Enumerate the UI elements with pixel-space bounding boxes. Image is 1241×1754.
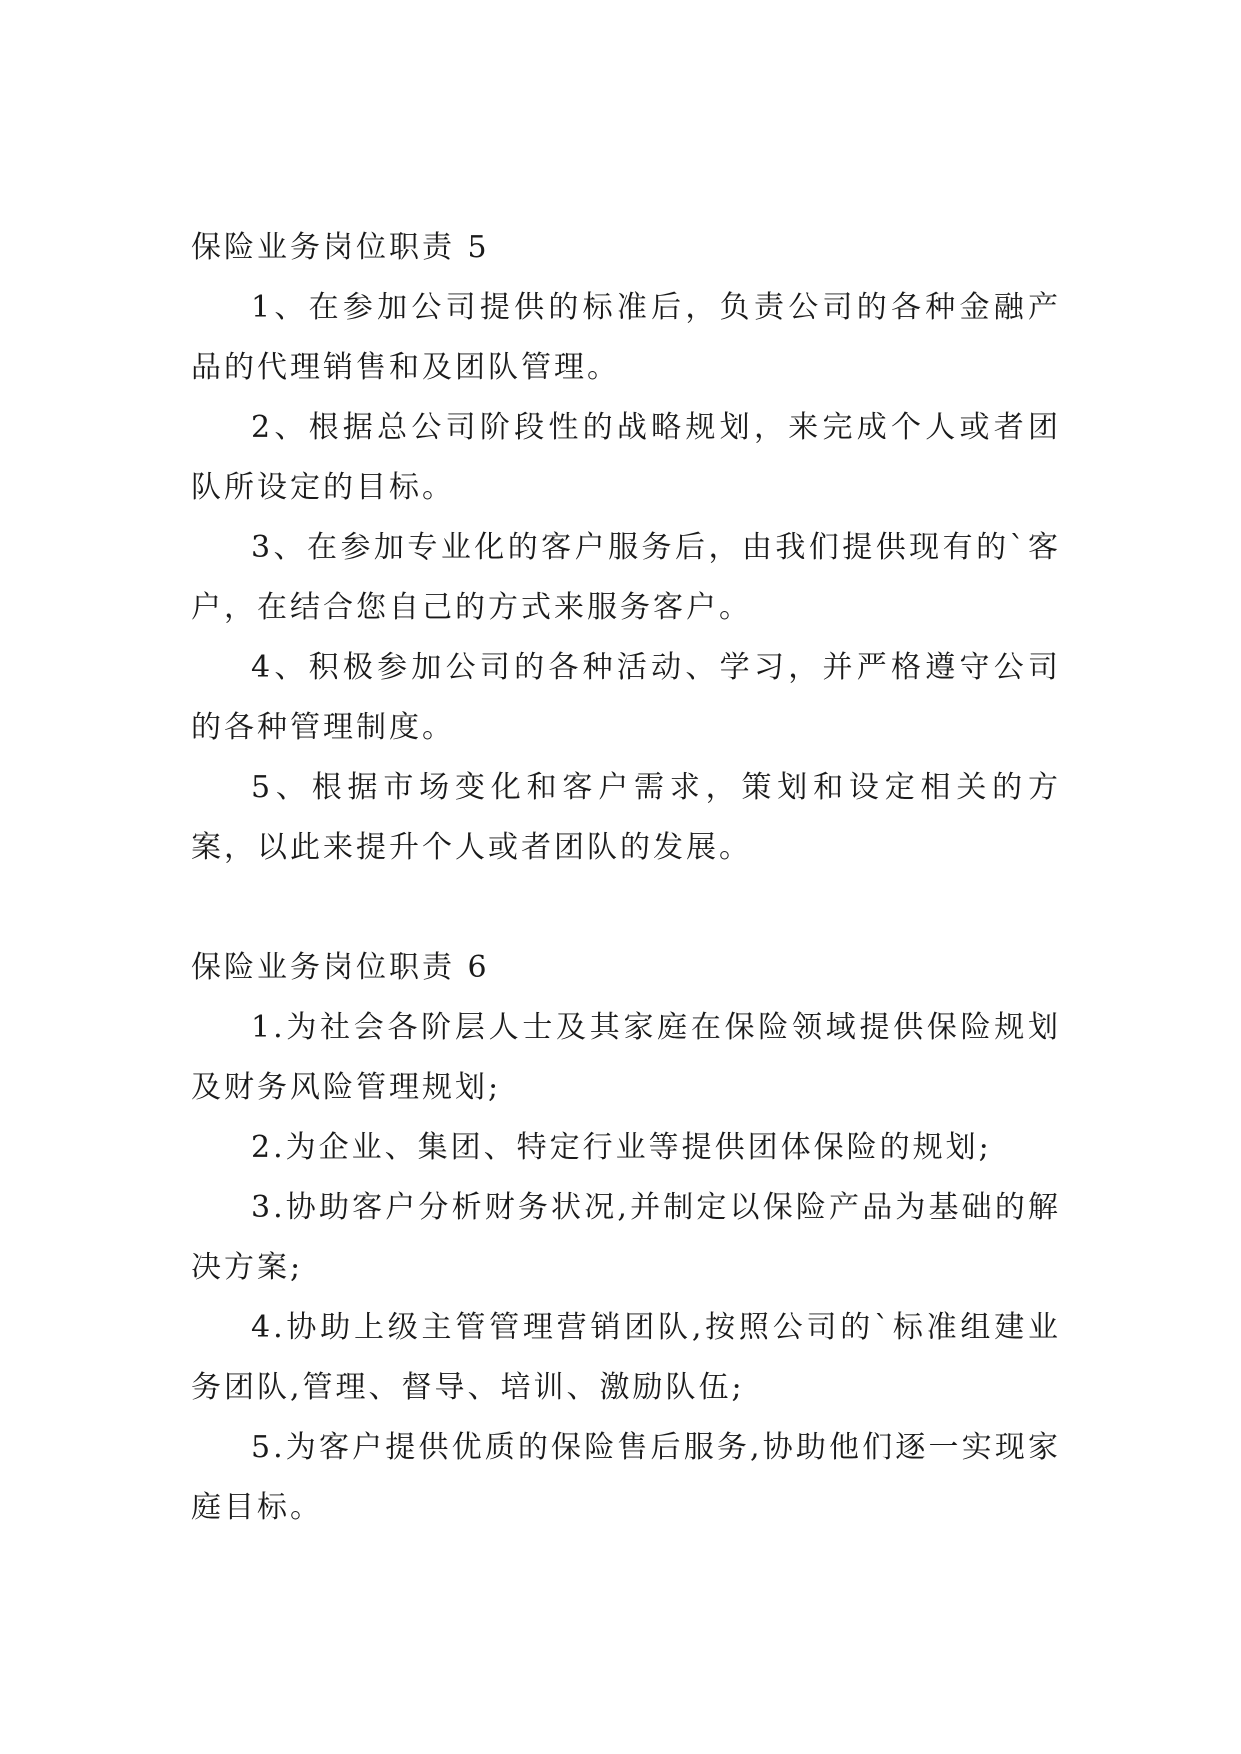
section-title-6: 保险业务岗位职责 6 xyxy=(191,950,490,985)
section-title-5: 保险业务岗位职责 5 xyxy=(191,230,490,265)
duty-item-6-1: 1.为社会各阶层人士及其家庭在保险领域提供保险规划及财务风险管理规划; xyxy=(191,1010,1061,1105)
duty-item-6-2: 2.为企业、集团、特定行业等提供团体保险的规划; xyxy=(251,1130,992,1165)
duty-item-5-5: 5、根据市场变化和客户需求，策划和设定相关的方案，以此来提升个人或者团队的发展。 xyxy=(191,770,1061,865)
duty-item-6-3: 3.协助客户分析财务状况,并制定以保险产品为基础的解决方案; xyxy=(191,1190,1061,1285)
document-body xyxy=(191,218,1061,1538)
duty-item-5-4: 4、积极参加公司的各种活动、学习，并严格遵守公司的各种管理制度。 xyxy=(191,650,1061,745)
duty-item-6-4: 4.协助上级主管管理营销团队,按照公司的`标准组建业务团队,管理、督导、培训、激励队伍; xyxy=(191,1310,1061,1405)
duty-item-6-5: 5.为客户提供优质的保险售后服务,协助他们逐一实现家庭目标。 xyxy=(191,1430,1061,1525)
duty-item-5-3: 3、在参加专业化的客户服务后，由我们提供现有的`客户，在结合您自己的方式来服务客户。 xyxy=(191,530,1061,625)
section-spacer xyxy=(191,878,1061,938)
duty-item-5-1: 1、在参加公司提供的标准后，负责公司的各种金融产品的代理销售和及团队管理。 xyxy=(191,290,1061,385)
duty-item-5-2: 2、根据总公司阶段性的战略规划，来完成个人或者团队所设定的目标。 xyxy=(191,410,1061,505)
